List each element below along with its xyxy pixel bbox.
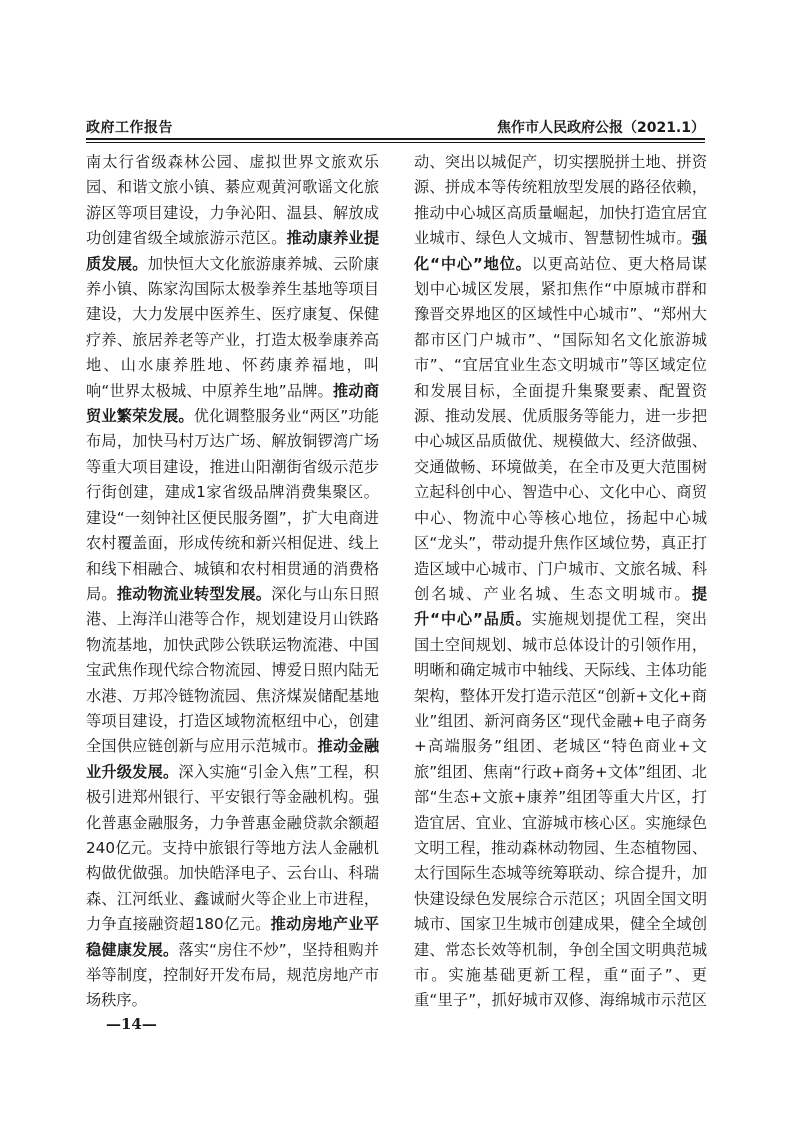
bold-heading-real-estate: 推动房地产业平稳健康发展。	[86, 915, 379, 959]
left-paragraph-tourism-commerce	[86, 150, 379, 1012]
text-span: 深化与山东日照港、上海洋山港等合作，规划建设月山铁路物流基地，加快武陟公铁联运物流港、中国宝武焦作现代综合物流园、博爱日照内陆无水港、万邦冷链物流园、焦济煤炭储配基地等项目建设，打造区域物流枢纽中心，创建全国供应链创新与应用示范城市。	[86, 584, 379, 756]
text-span: 深入实施“引金入焦”工程，积极引进郑州银行、平安银行等金融机构。强化普惠金融服务，力争普惠金融贷款余额超240亿元。支持中旅银行等地方法人金融机构做优做强。加快皓泽电子、云台山、科瑞森、江河纸业、鑫诚耐火等企业上市进程，力争直接融资超180亿元。	[86, 762, 379, 934]
bold-heading-commerce: 推动商贸业繁荣发展。	[86, 381, 379, 426]
text-span: 南太行省级森林公园、虚拟世界文旅欢乐园、和谐文旅小镇、綦应观黄河歌谣文化旅游区等项目建设，力争沁阳、温县、解放成功创建省级全域旅游示范区。	[86, 153, 379, 248]
section-title: 政府工作报告	[86, 120, 173, 136]
text-span: 加快恒大文化旅游康养城、云阶康养小镇、陈家沟国际太极拳养生基地等项目建设，大力发展中医养生、医疗康复、保健疗养、旅居养老等产业，打造太极拳康养高地、山水康养胜地、怀药康养福地，叫响“世界太极城、中原养生地”品牌。	[86, 254, 379, 400]
right-paragraph-central-city	[414, 150, 707, 1012]
publication-title: 焦作市人民政府公报（2021.1）	[496, 120, 705, 136]
text-span: 落实“房住不炒”，坚持租购并举等制度，控制好开发布局，规范房地产市场秩序。	[86, 940, 379, 1010]
page-number: —14—	[106, 1015, 157, 1033]
header-divider-thin	[86, 142, 705, 143]
bold-heading-logistics: 推动物流业转型发展。	[116, 584, 272, 603]
text-span: 以更高站位、更大格局谋划中心城区发展，紧扣焦作“中原城市群和豫晋交界地区的区域性中心城市”、“郑州大都市区门户城市”、“国际知名文化旅游城市”、“宜居宜业生态文明城市”等区域定位和发展目标，全面提升集聚要素、配置资源、推动发展、优质服务等能力，进一步把中心城区品质做优、规模做大、经济做强、交通做畅、环境做美，在全市及更大范围树立起科创中心、智造中心、文化中心、商贸中心、物流中心等核心地位，扬起中心城区“龙头”，带动提升焦作区域位势，真正打造区域中心城市、门户城市、文旅名城、科创名城、产业名城、生态文明城市。	[414, 254, 707, 603]
bold-heading-center-status: 强化“中心”地位。	[414, 229, 707, 273]
header-divider-thick	[86, 138, 705, 140]
bold-heading-health: 推动康养业提质发展。	[86, 229, 379, 273]
right-column	[414, 150, 707, 1012]
left-column	[86, 150, 379, 1012]
bold-heading-finance: 推动金融业升级发展。	[86, 737, 379, 781]
text-span: 动、突出以城促产，切实摆脱拼土地、拼资源、拼成本等传统粗放型发展的路径依赖，推动中心城区高质量崛起，加快打造宜居宜业城市、绿色人文城市、智慧韧性城市。	[414, 153, 707, 248]
text-span: 实施规划提优工程，突出国土空间规划、城市总体设计的引领作用，明晰和确定城市中轴线、天际线、主体功能架构，整体开发打造示范区“创新+文化+商业”组团、新河商务区“现代金融+电子商务+高端服务”组团、老城区“特色商业+文旅”组团、焦南“行政+商务+文体”组团、北部“生态+文旅+康养”组团等重大片区，打造宜居、宜业、宜游城市核心区。实施绿色文明工程，推动森林动物园、生态植物园、太行国际生态城等统筹联动、综合提升，加快建设绿色发展综合示范区；巩固全国文明城市、国家卫生城市创建成果，健全全域创建、常态长效等机制，争创全国文明典范城市。实施基础更新工程，重“面子”、更重“里子”，抓好城市双修、海绵城市示范区	[414, 610, 707, 1010]
text-span: 优化调整服务业“两区”功能布局，加快马村万达广场、解放铜锣湾广场等重大项目建设，推进山阳潮街省级示范步行街创建，建成1家省级品牌消费集聚区。建设“一刻钟社区便民服务圈”，扩大电商进农村覆盖面，形成传统和新兴相促进、线上和线下相融合、城镇和农村相贯通的消费格局。	[86, 407, 379, 603]
bold-heading-center-quality: 提升“中心”品质。	[414, 584, 707, 629]
